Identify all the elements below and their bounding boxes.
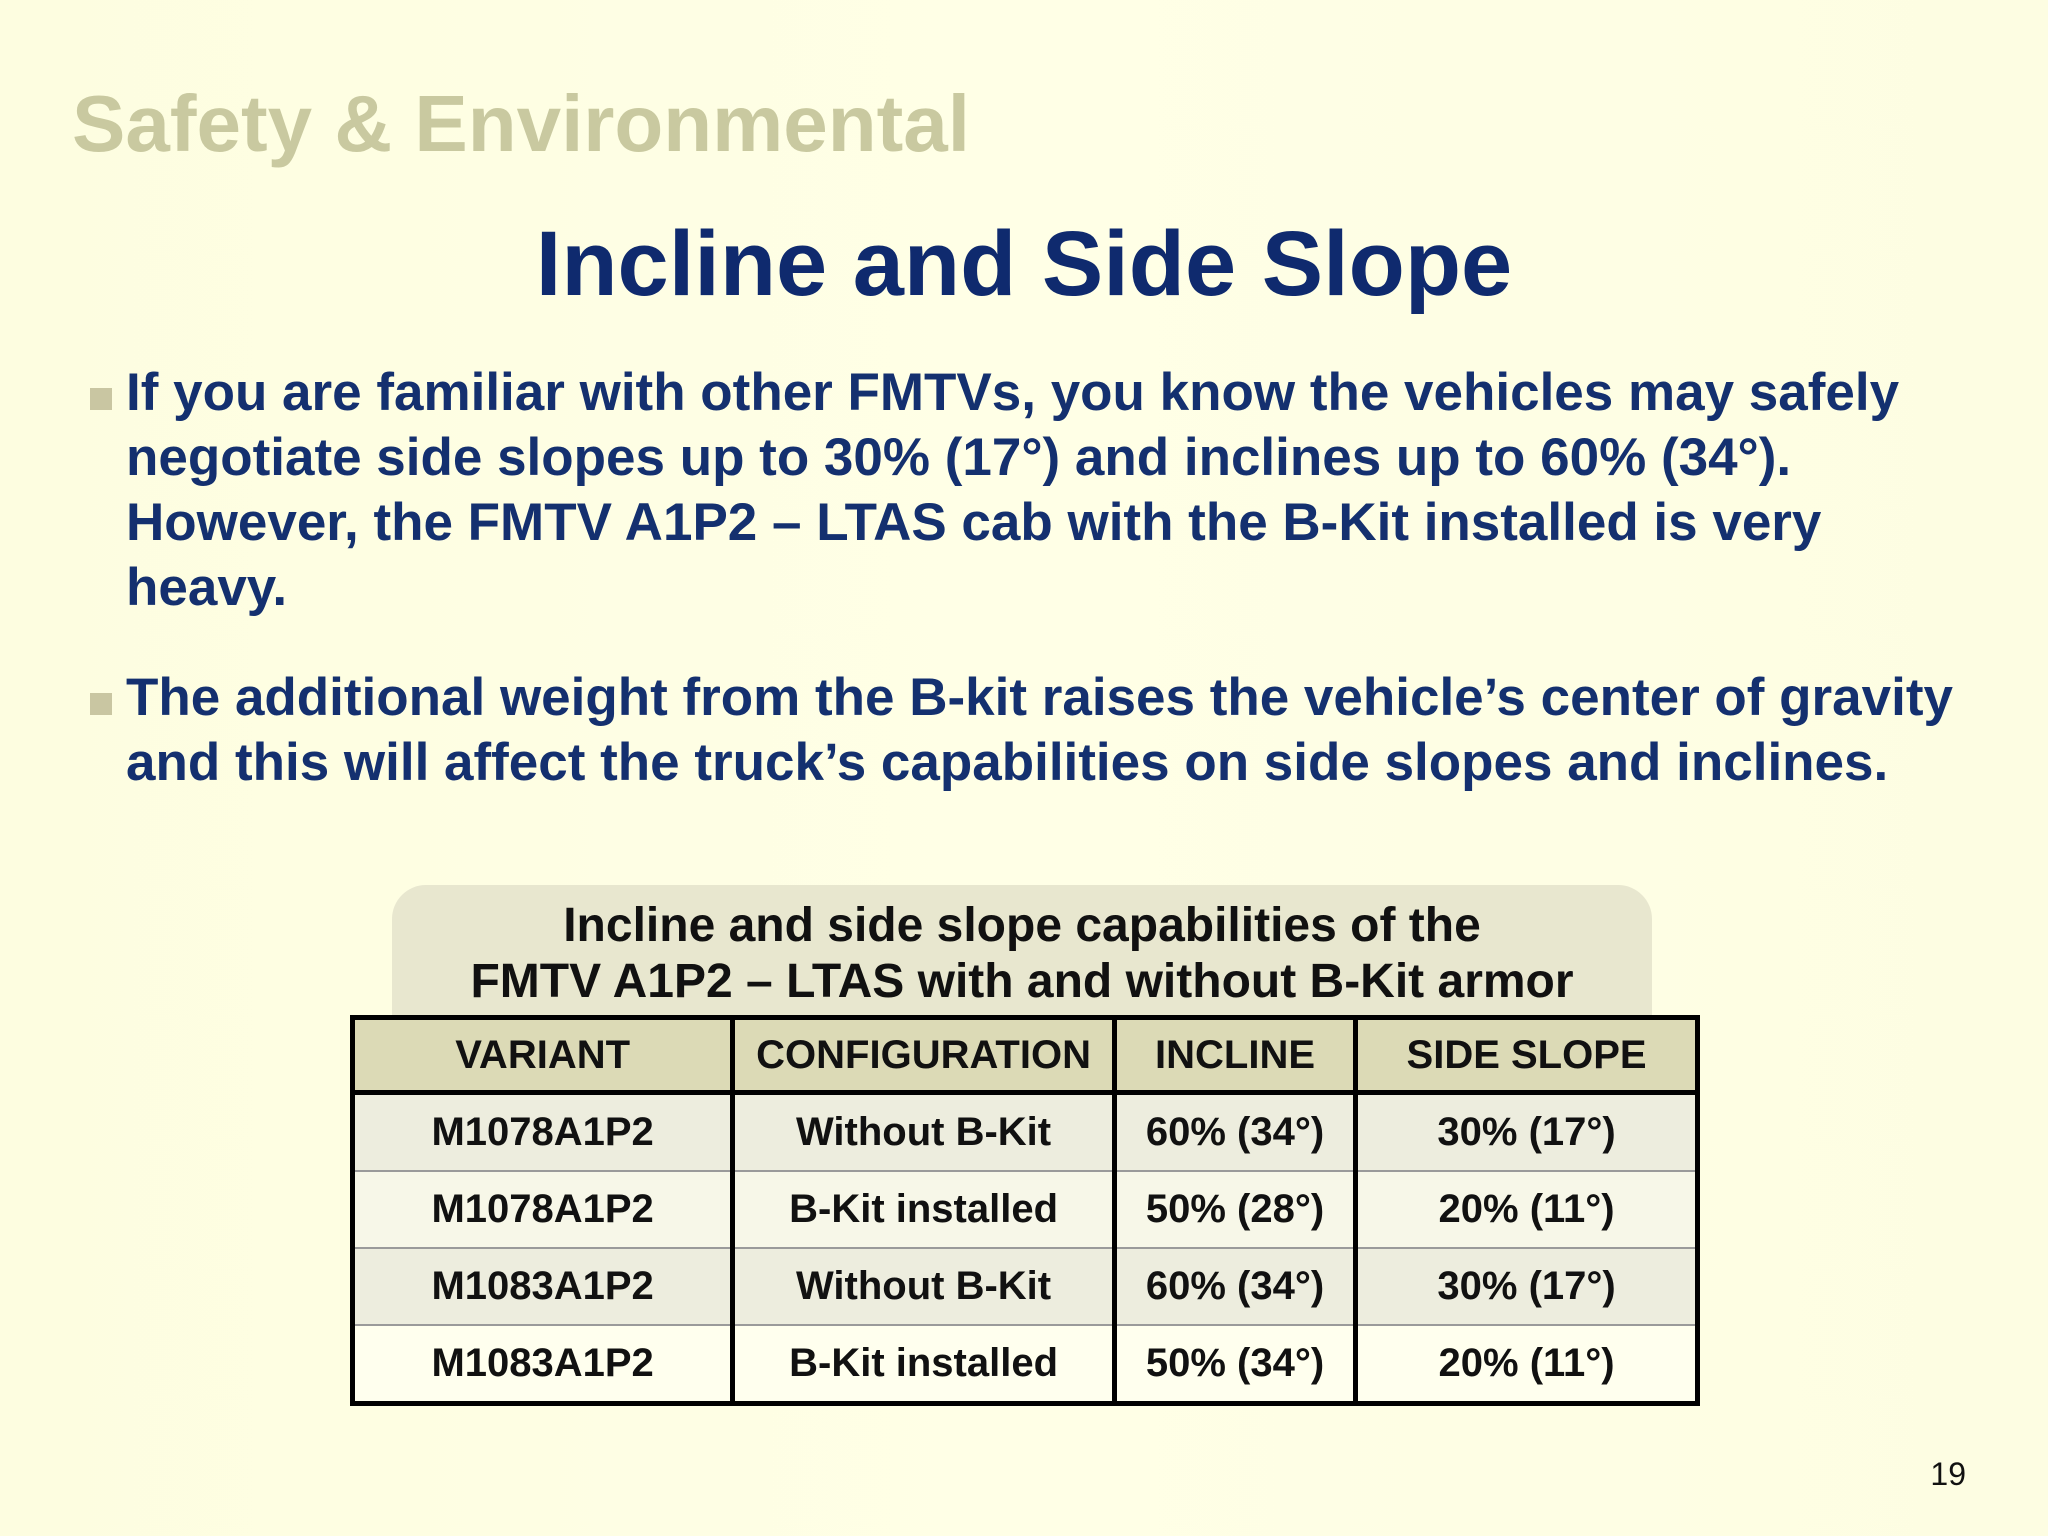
bullet-text: If you are familiar with other FMTVs, you know the vehicles may safely negotiate side slopes up to 30% (17°) and inclines up to 60% (34°). However, the FMTV A1P2 – LTAS cab with the B-Kit installed is very heavy. <box>126 363 1900 617</box>
bullet-item <box>88 665 1988 795</box>
cell-variant: M1078A1P2 <box>353 1171 733 1248</box>
slide-title: Incline and Side Slope <box>535 213 1513 315</box>
cell-configuration: Without B-Kit <box>733 1093 1115 1172</box>
table-row <box>353 1171 1698 1248</box>
cell-incline: 60% (34°) <box>1114 1248 1355 1325</box>
bullet-list <box>88 360 1988 840</box>
cell-side-slope: 20% (11°) <box>1356 1325 1698 1404</box>
header-variant: VARIANT <box>353 1018 733 1093</box>
section-header: Safety & Environmental <box>72 79 971 168</box>
cell-side-slope: 20% (11°) <box>1356 1171 1698 1248</box>
header-incline: INCLINE <box>1114 1018 1355 1093</box>
table-caption-line: FMTV A1P2 – LTAS with and without B-Kit armor <box>470 955 1574 1008</box>
cell-side-slope: 30% (17°) <box>1356 1248 1698 1325</box>
table-caption <box>392 898 1652 1010</box>
cell-side-slope: 30% (17°) <box>1356 1093 1698 1172</box>
cell-configuration: B-Kit installed <box>733 1171 1115 1248</box>
table-row <box>353 1093 1698 1172</box>
cell-incline: 50% (28°) <box>1114 1171 1355 1248</box>
page-number: 19 <box>1930 1456 1966 1492</box>
cell-incline: 50% (34°) <box>1114 1325 1355 1404</box>
bullet-item <box>88 360 1988 620</box>
header-side-slope: SIDE SLOPE <box>1356 1018 1698 1093</box>
table-row <box>353 1248 1698 1325</box>
header-configuration: CONFIGURATION <box>733 1018 1115 1093</box>
table-caption-line: Incline and side slope capabilities of the <box>563 899 1481 952</box>
cell-variant: M1083A1P2 <box>353 1325 733 1404</box>
cell-configuration: B-Kit installed <box>733 1325 1115 1404</box>
cell-variant: M1078A1P2 <box>353 1093 733 1172</box>
capabilities-table <box>350 1015 1700 1406</box>
square-bullet-icon <box>90 693 112 715</box>
cell-incline: 60% (34°) <box>1114 1093 1355 1172</box>
bullet-text: The additional weight from the B-kit raises the vehicle’s center of gravity and this will affect the truck’s capabilities on side slopes and inclines. <box>126 668 1953 792</box>
cell-variant: M1083A1P2 <box>353 1248 733 1325</box>
cell-configuration: Without B-Kit <box>733 1248 1115 1325</box>
square-bullet-icon <box>90 388 112 410</box>
table-row <box>353 1325 1698 1404</box>
table-header-row <box>353 1018 1698 1093</box>
